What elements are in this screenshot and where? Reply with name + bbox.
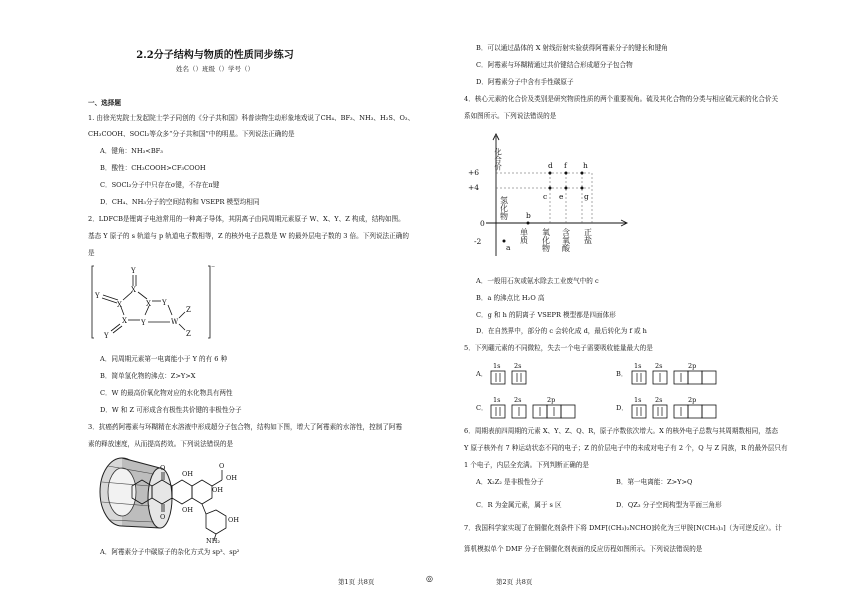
orb-b-2p: 2p	[688, 362, 697, 370]
atom-y-right: Y	[162, 299, 167, 307]
q5-option-c: C．	[476, 404, 488, 412]
q4-option-b: B．a 的沸点比 H₂O 高	[476, 294, 545, 302]
label-d: d	[548, 161, 553, 170]
atom-y-top: Y	[131, 267, 136, 275]
orb-d-2s: 2s	[655, 396, 663, 404]
label-o-1: O	[160, 464, 166, 472]
q3-option-b: B．可以通过晶体的 X 射线衍射实验获得阿霉素分子的键长和键角	[476, 44, 668, 52]
orb-c-2s: 2s	[514, 396, 522, 404]
q7-stem-line1: 7．我国科学家实现了在铜催化剂条件下将 DMF[(CH₃)₂NCHO]转化为三甲胺[N(CH₃)₃]（为可逆反应）。计	[464, 524, 782, 532]
atom-x-right: X	[146, 300, 151, 308]
q1-stem-line2: CH₃COOH、SOCl₂等众多“分子共和国”中的明星。下列说法正确的是	[88, 130, 295, 138]
q4-option-c: C．g 和 h 的阴离子 VSEPR 模型都是四面体形	[476, 311, 616, 319]
q2-stem-line3: 是	[88, 249, 95, 257]
chart-ylabel: 化合价	[493, 148, 503, 171]
q6-option-c: C．R 为金属元素，属于 s 区	[476, 501, 562, 509]
page-divider-mark: ◎	[426, 574, 433, 583]
ytick-plus4: +4	[468, 183, 480, 192]
label-oh-4: OH	[212, 486, 223, 494]
q5-orbital-d	[630, 394, 740, 422]
ytick-minus2: -2	[474, 237, 482, 246]
label-a: a	[506, 243, 511, 252]
page-title: 2.2分子结构与物质的性质同步练习	[136, 50, 294, 61]
atom-x-left: X	[117, 301, 122, 309]
doxorubicin-cyclodextrin-diagram	[88, 452, 258, 544]
orb-a-2s: 2s	[514, 362, 522, 370]
q3-option-a: A．阿霉素分子中碳原子的杂化方式为 sp³、sp²	[100, 548, 240, 556]
q5-option-b: B．	[616, 370, 628, 378]
atom-x-bottom: X	[122, 317, 127, 325]
q6-stem-line3: 1 个电子，内层全充满。下列判断正确的是	[464, 461, 589, 469]
q1-stem-line1: 1. 由徐光宪院士发起院士学子同创的《分子共和国》科普读物生动形象地戏说了CH₄、BF₃、NH₃、H₂S、O₃、	[88, 114, 415, 122]
category-oxide: 氧化物	[541, 228, 551, 252]
q4-stem-line2: 系如图所示。下列说法错误的是	[464, 112, 557, 120]
q2-option-b: B．简单氢化物的沸点：Z>Y>X	[100, 372, 196, 380]
q4-stem-line1: 4．核心元素的化合价及类别是研究物质性质的两个重要视角。硫及其化合物的分类与相应硫元素的化合价关	[464, 95, 779, 103]
label-oh-5: OH	[228, 516, 239, 524]
q2-option-c: C．W 的最高价氧化物对应的水化物具有两性	[100, 389, 233, 397]
point-g	[581, 187, 584, 190]
orb-c-2p: 2p	[547, 396, 556, 404]
label-g: g	[584, 192, 589, 201]
category-hydride: 氢化物	[499, 196, 509, 220]
label-oh-2: OH	[226, 474, 237, 482]
q1-option-b: B．酸性：CH₃COOH>CF₃COOH	[100, 164, 206, 172]
q4-option-a: A．一般用石灰或氨水除去工业废气中的 c	[476, 277, 599, 285]
q3-stem-line2: 素的释放速度，从而提高药效。下列说法错误的是	[88, 440, 234, 448]
label-oh-1: OH	[182, 470, 193, 478]
atom-y-bottom: Y	[141, 319, 146, 327]
orb-b-1s: 1s	[634, 362, 642, 370]
atom-z-bottom: Z	[186, 330, 191, 338]
q7-stem-line2: 算机模拟单个 DMF 分子在铜催化剂表面的反应历程如图所示。下列说法错误的是	[464, 545, 703, 553]
q4-option-d: D．在自然界中，部分的 c 会转化成 d，最后转化为 f 或 h	[476, 327, 647, 335]
q2-stem-line2: 基态 Y 原子的 s 轨道与 p 轨道电子数相等，Z 的核外电子总数是 W 的最外层电子数的 3 倍。下列说法正确的	[88, 232, 409, 240]
label-o-2: O	[160, 513, 166, 521]
label-c: c	[543, 192, 548, 201]
anion-structure-diagram	[90, 262, 220, 342]
q1-option-a: A．键角：NH₃<BF₃	[100, 147, 163, 155]
q3-option-c: C．阿霉素与环糊精通过共价键结合形成超分子包合物	[476, 61, 633, 69]
q5-orbital-c	[488, 394, 598, 422]
point-b	[527, 222, 530, 225]
orb-a-1s: 1s	[493, 362, 501, 370]
right-page	[430, 0, 860, 608]
q3-option-d: D．阿霉素分子中含有手性碳原子	[476, 78, 574, 86]
label-o-ketone: O	[219, 462, 225, 470]
chart-axes	[486, 134, 627, 256]
q5-orbital-b	[630, 360, 740, 388]
orb-c-1s: 1s	[493, 396, 501, 404]
point-e	[565, 187, 568, 190]
point-f	[565, 172, 568, 175]
q2-stem-line1: 2．LDFCB是锂离子电池常用的一种离子导体，其阴离子由同周期元素原子 W、X、Y、Z 构成，结构如图。	[88, 215, 405, 223]
category-salt: 正盐	[583, 228, 593, 244]
atom-y-bottom-left: Y	[104, 332, 109, 340]
label-b: b	[526, 211, 531, 220]
point-c	[549, 187, 552, 190]
q2-option-d: D．W 和 Z 可形成含有极性共价键的非极性分子	[100, 406, 242, 414]
q1-option-c: C．SOCl₂分子中只存在σ键，不存在π键	[100, 181, 220, 189]
q6-stem-line1: 6．周期表前四周期的元素 X、Y、Z、Q、R，原子序数依次增大。X 的核外电子总数与其周期数相同，基态	[464, 427, 779, 435]
q5-stem: 5．下列硼元素的不同微粒，失去一个电子需要吸收能量最大的是	[464, 344, 653, 352]
q6-option-a: A．X₂Z₂ 是非极性分子	[476, 478, 544, 486]
q1-option-d: D．CH₄、NH₃分子的空间结构和 VSEPR 模型均相同	[100, 198, 260, 206]
category-element: 单质	[519, 228, 529, 244]
footer-right: 第2页 共8页	[496, 578, 533, 586]
student-info: 姓名（）班级（）学号（）	[176, 65, 254, 73]
q5-orbital-a	[488, 360, 568, 388]
q6-option-d: D．QZ₃ 分子空间构型为平面三角形	[616, 501, 722, 509]
atom-w: W	[171, 318, 179, 326]
q5-option-d: D．	[616, 404, 628, 412]
q3-stem-line1: 3．抗癌药阿霉素与环糊精在水溶液中形成超分子包合物，结构如下图，增大了阿霉素的水溶性，控制了阿霉	[88, 423, 403, 431]
q5-option-a: A．	[476, 370, 488, 378]
section-heading: 一、选择题	[88, 99, 121, 107]
q6-option-b: B．第一电离能：Z>Y>Q	[616, 478, 693, 486]
ytick-plus6: +6	[468, 168, 480, 177]
atom-x-top: X	[131, 286, 136, 294]
label-f: f	[564, 161, 567, 170]
ytick-0: 0	[480, 219, 485, 228]
category-oxyacid: 含氧酸	[561, 228, 571, 252]
orb-d-2p: 2p	[688, 396, 697, 404]
label-h: h	[583, 161, 588, 170]
q6-stem-line2: Y 原子核外有 7 种运动状态不同的电子；Z 的价层电子中的未成对电子有 2 个，Q 与 Z 同族，R 的最外层只有	[464, 444, 788, 452]
anion-charge: ⁻	[211, 264, 216, 273]
sulfur-valence-chart	[466, 128, 646, 263]
orb-d-1s: 1s	[634, 396, 642, 404]
atom-z-top: Z	[186, 306, 191, 314]
point-h	[581, 172, 584, 175]
label-e: e	[559, 192, 564, 201]
footer-left: 第1页 共8页	[338, 578, 375, 586]
q2-option-a: A．同周期元素第一电离能小于 Y 的有 6 种	[100, 355, 228, 363]
label-nh2: NH₂	[206, 537, 220, 544]
point-d	[549, 172, 552, 175]
orb-b-2s: 2s	[655, 362, 663, 370]
label-oh-3: OH	[182, 506, 193, 514]
atom-y-left: Y	[95, 292, 100, 300]
